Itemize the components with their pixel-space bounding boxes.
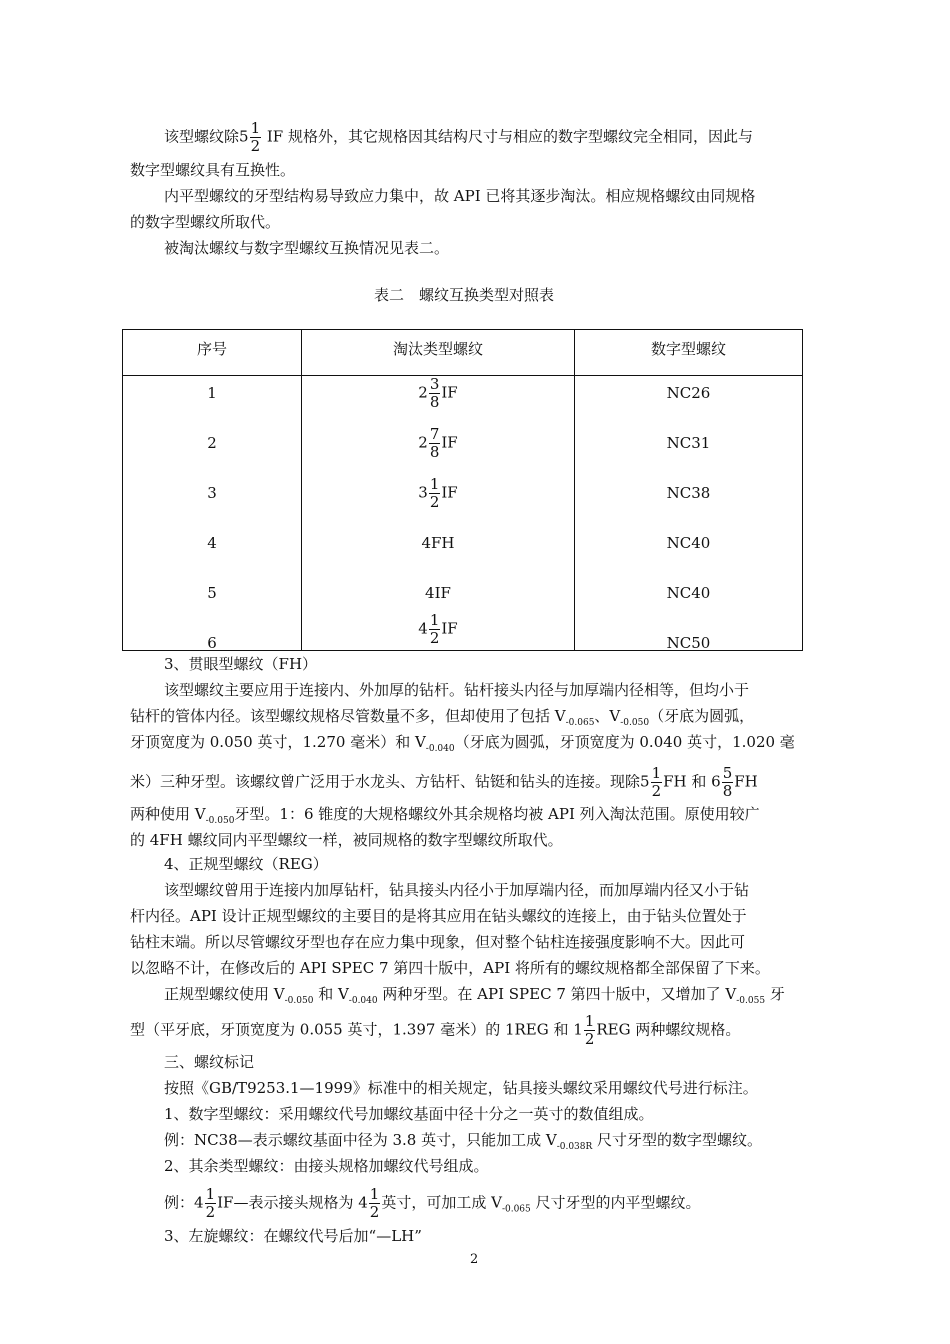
para1-line1: 该型螺纹除5 $\frac{1}{2}$ IF 规格外，其它规格因其结构尺寸与相应的数字型螺纹完全相同，因此与 <box>164 119 753 155</box>
table-title: 表二 螺纹互换类型对照表 <box>374 286 555 304</box>
table-header: 数字型螺纹 <box>575 330 803 376</box>
text-line: 米）三种牙型。该螺纹曾广泛用于水龙头、方钻杆、钻铤和钻头的连接。现除5 $\frac{1}{2}$ FH 和 6 $\frac{5}{8}$ FH <box>130 764 758 800</box>
text-line: 例：4 $\frac{1}{2}$ IF—表示接头规格为 4 $\frac{1}{2}$ 英寸，可加工成 $V_{-0.065}$ 尺寸牙型的内平型螺纹。 <box>164 1185 701 1221</box>
text-line: 2、其余类型螺纹：由接头规格加螺纹代号组成。 <box>164 1157 489 1175</box>
text-line: 型（平牙底，牙顶宽度为 0.055 英寸，1.397 毫米）的 1REG 和 1 $\frac{1}{2}$ REG 两种螺纹规格。 <box>130 1012 741 1048</box>
table-row: 4FH <box>421 534 455 552</box>
text-line: 钻柱末端。所以尽管螺纹牙型也存在应力集中现象，但对整个钻柱连接强度影响不大。因此可 <box>130 933 746 951</box>
para1-line2: 数字型螺纹具有互换性。 <box>130 161 296 179</box>
text-line: 杆内径。API 设计正规型螺纹的主要目的是将其应用在钻头螺纹的连接上，由于钻头位置处于 <box>130 907 747 925</box>
table-row: 3 $\frac{1}{2}$ IF <box>418 475 458 511</box>
para2-line1: 内平型螺纹的牙型结构易导致应力集中，故 API 已将其逐步淘汰。相应规格螺纹由同规格 <box>164 187 756 205</box>
fraction: $\frac{1}{2}$ <box>250 119 261 155</box>
section-heading: 4、正规型螺纹（REG） <box>164 855 328 873</box>
table-cell-obsolete <box>302 376 575 651</box>
table-header: 序号 <box>123 330 302 376</box>
text-line: 1、数字型螺纹：采用螺纹代号加螺纹基面中径十分之一英寸的数值组成。 <box>164 1105 654 1123</box>
text-line: 例：NC38—表示螺纹基面中径为 3.8 英寸，只能加工成 $V_{-0.038R}$ 尺寸牙型的数字型螺纹。 <box>164 1131 763 1152</box>
table-cell-no: 1 2 3 4 5 6 <box>123 376 302 651</box>
text-line: 以忽略不计，在修改后的 API SPEC 7 第四十版中，API 将所有的螺纹规格都全部保留了下来。 <box>130 959 770 977</box>
text-line: 两种使用 $V_{-0.050}$牙型。1：6 锥度的大规格螺纹外其余规格均被 API 列入淘汰范围。原使用较广 <box>130 805 760 826</box>
text-line: 3、左旋螺纹：在螺纹代号后加“—LH” <box>164 1227 422 1245</box>
table-header: 淘汰类型螺纹 <box>302 330 575 376</box>
text-line: 按照《GB/T9253.1—1999》标准中的相关规定，钻具接头螺纹采用螺纹代号进行标注。 <box>164 1079 758 1097</box>
text-line: 正规型螺纹使用 $V_{-0.050}$ 和 $V_{-0.040}$ 两种牙型。在 API SPEC 7 第四十版中，又增加了 $V_{-0.055}$ 牙 <box>164 985 785 1006</box>
table-cell-nc: NC26 NC31 NC38 NC40 NC40 NC50 <box>575 376 803 651</box>
text-line: 该型螺纹主要应用于连接内、外加厚的钻杆。钻杆接头内径与加厚端内径相等，但均小于 <box>164 681 750 699</box>
para2-line2: 的数字型螺纹所取代。 <box>130 213 281 231</box>
text-line: 该型螺纹曾用于连接内加厚钻杆，钻具接头内径小于加厚端内径，而加厚端内径又小于钻 <box>164 881 750 899</box>
conversion-table <box>122 329 803 651</box>
para3: 被淘汰螺纹与数字型螺纹互换情况见表二。 <box>164 239 450 257</box>
text-line: 的 4FH 螺纹同内平型螺纹一样，被同规格的数字型螺纹所取代。 <box>130 831 563 849</box>
table-row: 2 $\frac{3}{8}$ IF <box>418 375 458 411</box>
table-row: 2 $\frac{7}{8}$ IF <box>418 425 458 461</box>
section-heading: 3、贯眼型螺纹（FH） <box>164 655 318 673</box>
table-row: 4 $\frac{1}{2}$ IF <box>418 611 458 647</box>
text-line: 钻杆的管体内径。该型螺纹规格尽管数量不多，但却使用了包括 $V_{-0.065}$、$V_{-0.050}$（牙底为圆弧， <box>130 707 755 728</box>
text-line: 牙顶宽度为 0.050 英寸，1.270 毫米）和 $V_{-0.040}$（牙底为圆弧，牙顶宽度为 0.040 英寸，1.020 毫 <box>130 733 795 754</box>
section-heading: 三、螺纹标记 <box>164 1053 255 1071</box>
page-number: 2 <box>470 1252 479 1267</box>
table-row: 4IF <box>425 584 451 602</box>
